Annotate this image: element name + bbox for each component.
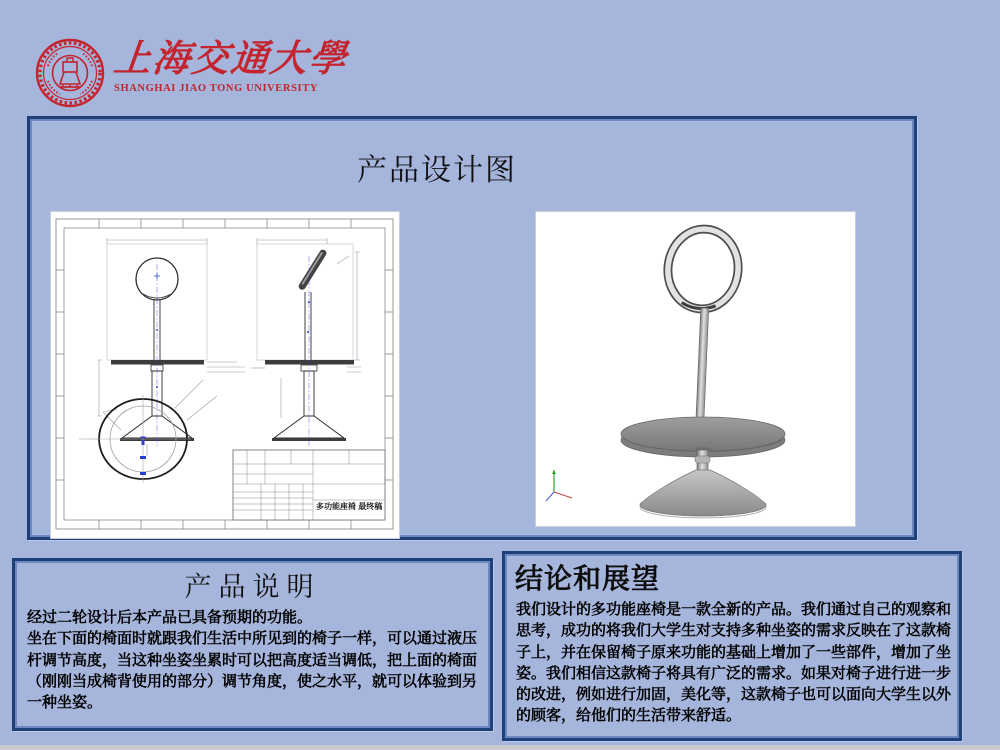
render-3d-image: [535, 211, 856, 527]
university-logo: [34, 36, 351, 110]
description-paragraph: 坐在下面的椅面时就跟我们生活中所见到的椅子一样，可以通过液压杆调节高度，当这种坐姿坐累时可以把高度适当调低，把上面的椅面（刚刚当成椅背使用的部分）调节角度，使之水平，就可以体验到另一种坐姿。: [27, 629, 478, 712]
description-line1: 经过二轮设计后本产品已具备预期的功能。: [27, 608, 313, 626]
university-name-en: SHANGHAI JIAO TONG UNIVERSITY: [114, 83, 319, 95]
description-body: [15, 604, 490, 713]
product-design-panel: [27, 116, 917, 540]
sjtu-seal-icon: [34, 36, 106, 110]
cad-title-block-text: 多功能座椅 最终稿: [316, 502, 383, 511]
logo-text-block: [111, 36, 351, 95]
conclusion-body: 我们设计的多功能座椅是一款全新的产品。我们通过自己的观察和思考，成功的将我们大学生对支持多种坐姿的需求反映在了这款椅子上，并在保留椅子原来功能的基础上增加了一些部件，增加了坐姿。我们相信这款椅子将具有广泛的需求。如果对椅子进行进一步的改进，例如进行加固，美化等，这款椅子也可以面向大学生以外的顾客，给他们的生活带来舒适。: [516, 600, 952, 725]
cad-drawing: [51, 212, 399, 538]
university-name-zh: 上海交通大學: [111, 36, 351, 80]
cad-drawing-image: [50, 211, 400, 539]
screenshot-bottom-edge: [0, 745, 1000, 750]
conclusion-title: 结论和展望: [515, 562, 661, 595]
description-title: 产品说明: [184, 572, 321, 603]
chair-3d-render: [536, 212, 855, 526]
product-description-panel: [12, 558, 493, 731]
conclusion-panel: [502, 551, 962, 741]
design-panel-title: 产品设计图: [357, 153, 517, 188]
